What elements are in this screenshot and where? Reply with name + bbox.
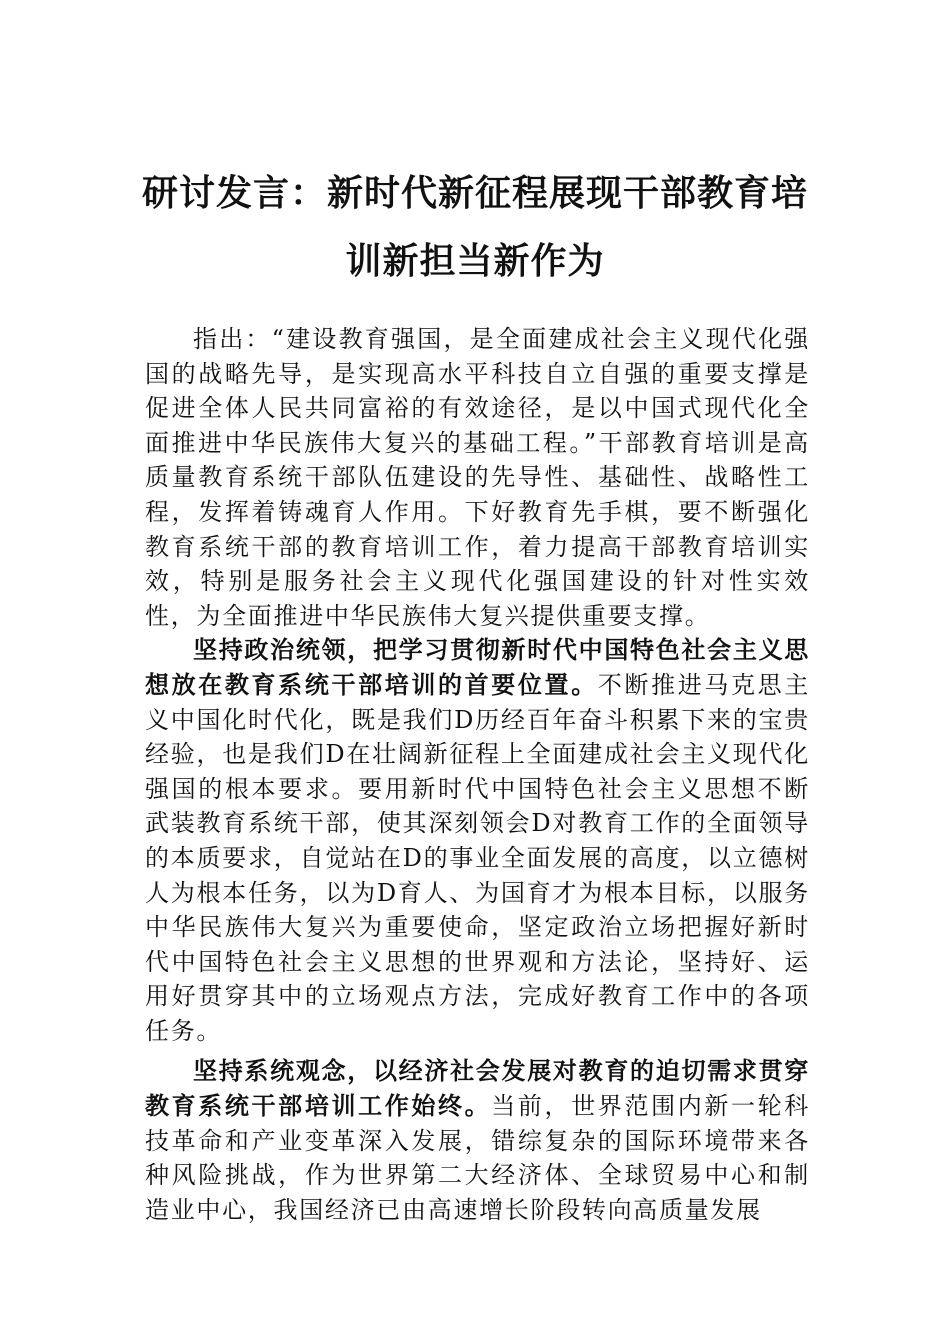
paragraph-intro bbox=[145, 322, 810, 633]
paragraph-political-leadership bbox=[145, 633, 810, 1048]
paragraph-text: 不断推进马克思主义中国化时代化，既是我们D历经百年奋斗积累下来的宝贵经验，也是我们D在壮阔新征程上全面建成社会主义现代化强国的根本要求。要用新时代中国特色社会主义思想不断武装教育系统干部，使其深刻领会D对教育工作的全面领导的本质要求，自觉站在D的事业全面发展的高度，以立德树人为根本任务，以为D育人、为国育才为根本目标，以服务中华民族伟大复兴为重要使命，坚定政治立场把握好新时代中国特色社会主义思想的世界观和方法论，坚持好、运用好贯穿其中的立场观点方法，完成好教育工作中的各项任务。 bbox=[145, 670, 810, 1045]
paragraph-systems-thinking bbox=[145, 1054, 810, 1227]
paragraph-lead: 坚持政治统领，把学习贯彻新时代中国特色社会主义思想放在教育系统干部培训的首要位置。 bbox=[145, 635, 810, 699]
paragraph-text: 指出：“建设教育强国，是全面建成社会主义现代化强国的战略先导，是实现高水平科技自立自强的重要支撑是促进全体人民共同富裕的有效途径，是以中国式现代化全面推进中华民族伟大复兴的基础工程。”干部教育培训是高质量教育系统干部队伍建设的先导性、基础性、战略性工程，发挥着铸魂育人作用。下好教育先手棋，要不断强化教育系统干部的教育培训工作，着力提高干部教育培训实效，特别是服务社会主义现代化强国建设的针对性实效性，为全面推进中华民族伟大复兴提供重要支撑。 bbox=[145, 325, 810, 630]
paragraph-lead: 坚持系统观念，以经济社会发展对教育的迫切需求贯穿教育系统干部培训工作始终。 bbox=[145, 1056, 810, 1121]
paragraph-text: 当前，世界范围内新一轮科技革命和产业变革深入发展，错综复杂的国际环境带来各种风险挑战，作为世界第二大经济体、全球贸易中心和制造业中心，我国经济已由高速增长阶段转向高质量发展 bbox=[145, 1092, 810, 1224]
document-body bbox=[145, 322, 810, 1227]
document-title-line-1: 研讨发言：新时代新征程展现干部教育培 bbox=[141, 172, 808, 214]
document-title-line-2: 训新担当新作为 bbox=[345, 240, 605, 282]
